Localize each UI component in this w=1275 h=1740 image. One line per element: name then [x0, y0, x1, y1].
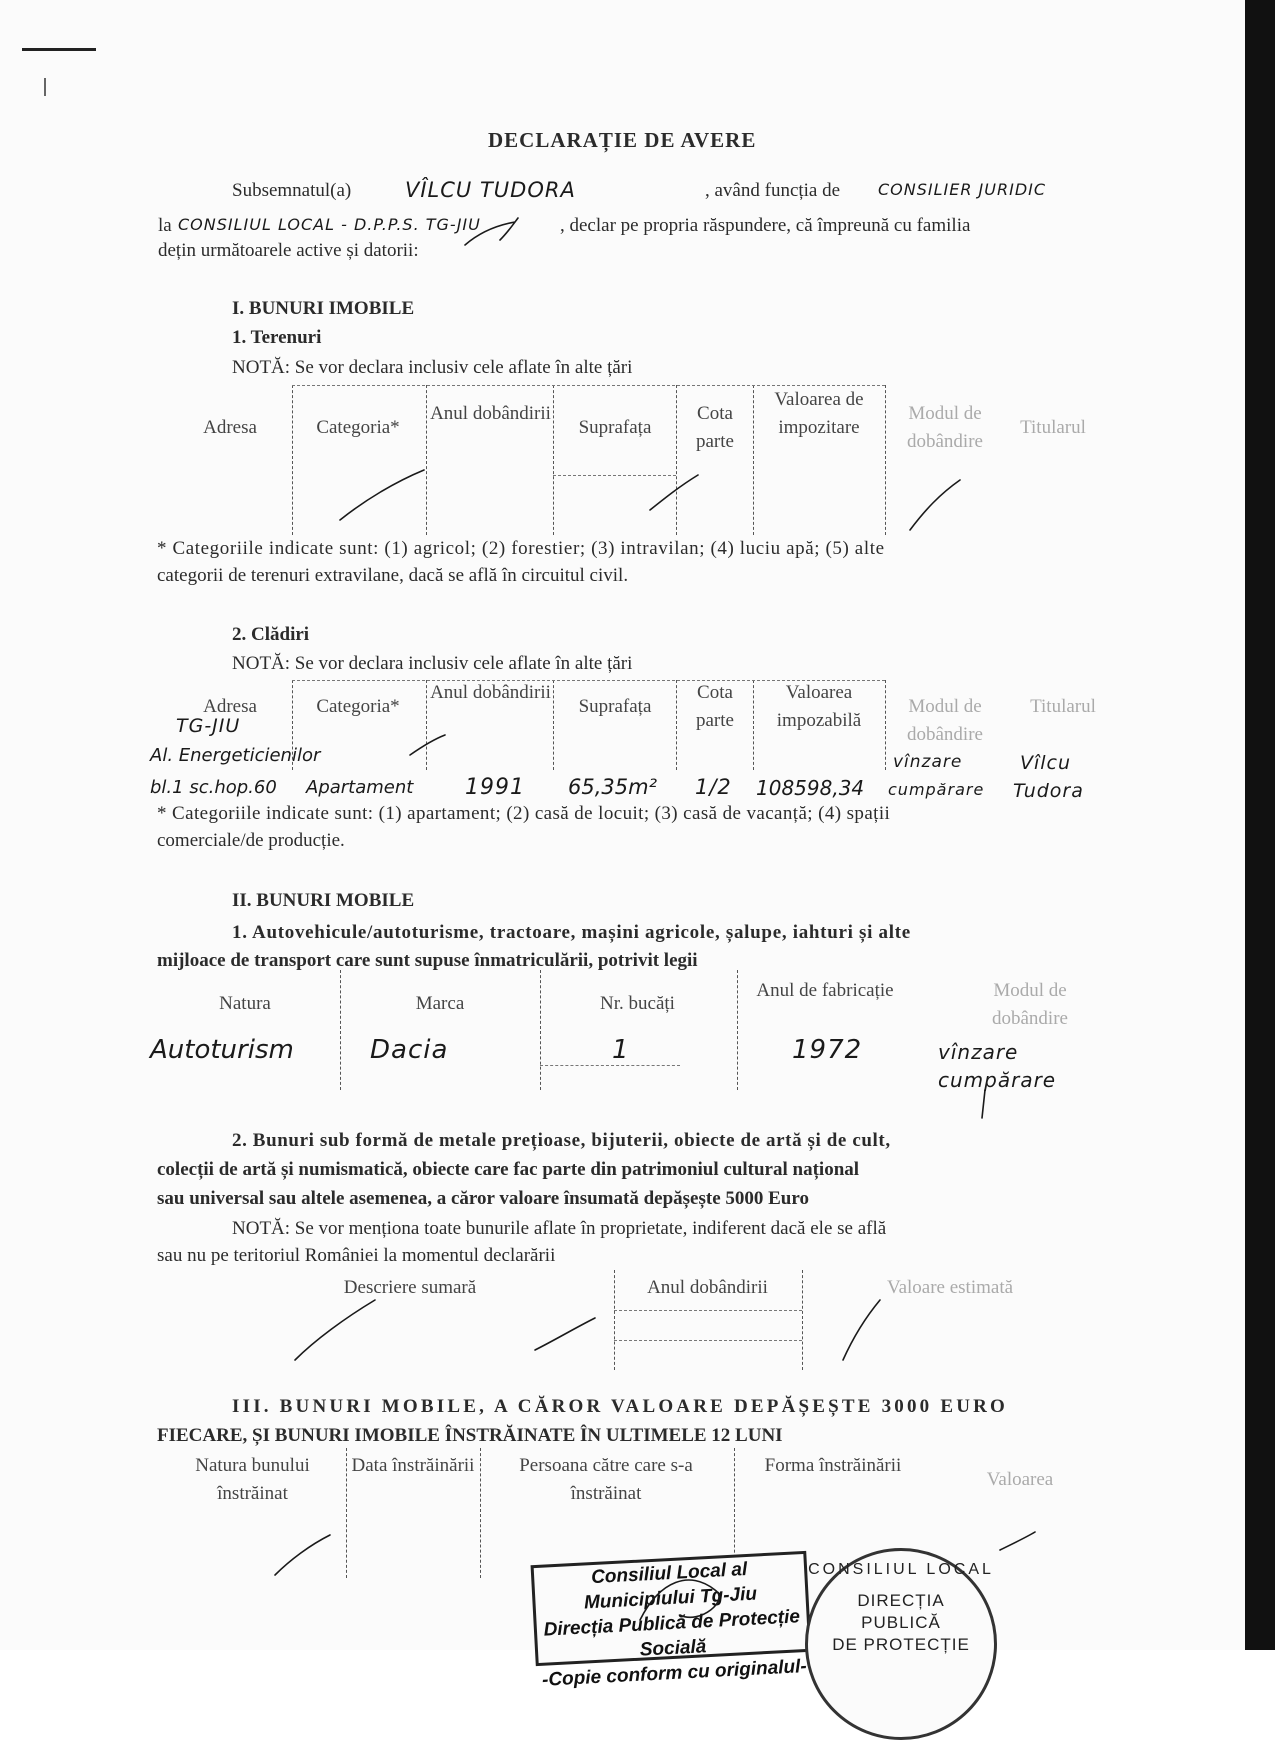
- valuables-cell-rule: [614, 1310, 802, 1311]
- cladiri-mode-value: vînzare: [893, 752, 963, 772]
- vehicle-nature-value: Autoturism: [150, 1035, 294, 1065]
- vehicles-col-year: Anul de fabricație: [756, 980, 894, 1001]
- alienated-col-value: Valoarea: [986, 1469, 1054, 1490]
- cladiri-address-city: TG-JIU: [176, 715, 241, 737]
- vehicle-mode-value: cumpărare: [938, 1068, 1057, 1092]
- cladiri-owner-value: Vîlcu: [1020, 752, 1072, 774]
- copy-stamp-text: Consiliul Local al Municipiului Tg-Jiu: [583, 1558, 758, 1614]
- page-title: DECLARAȚIE DE AVERE: [488, 128, 757, 152]
- cladiri-share-value: 1/2: [695, 775, 732, 799]
- cladiri-col-owner: Titularul: [1030, 696, 1096, 717]
- alienated-divider: [480, 1448, 481, 1578]
- cladiri-divider: [676, 680, 677, 770]
- terenuri-col-value: Valoarea de impozitare: [774, 389, 864, 438]
- terenuri-col-category: Categoria*: [316, 417, 400, 438]
- terenuri-divider: [676, 385, 677, 535]
- terenuri-col-owner: Titularul: [1020, 417, 1086, 438]
- section-3-heading: III. BUNURI MOBILE, A CĂROR VALOARE DEPĂȘEȘTE 3000 EURO: [232, 1396, 1009, 1417]
- section-3-heading: FIECARE, ȘI BUNURI IMOBILE ÎNSTRĂINATE ÎN ULTIMELE 12 LUNI: [157, 1425, 783, 1446]
- cladiri-col-share: Cota parte: [696, 682, 734, 731]
- valuables-heading: 2. Bunuri sub formă de metale prețioase, bijuterii, obiecte de artă și de cult,: [232, 1130, 891, 1151]
- cladiri-footnote: * Categoriile indicate sunt: (1) apartament; (2) casă de locuit; (3) casă de vacanță; (4) spații: [157, 803, 891, 824]
- cladiri-year-value: 1991: [465, 775, 525, 800]
- alienated-col-form: Forma înstrăinării: [764, 1455, 902, 1476]
- terenuri-col-mode: Modul de dobândire: [907, 403, 983, 452]
- terenuri-divider: [426, 385, 427, 535]
- vehicles-col-count: Nr. bucăți: [600, 993, 675, 1014]
- copy-stamp: [531, 1551, 812, 1691]
- cladiri-divider: [753, 680, 754, 770]
- copy-stamp-text: Direcția Publică de Protecție Socială: [543, 1606, 801, 1661]
- terenuri-divider: [753, 385, 754, 535]
- cladiri-note: NOTĂ: Se vor declara inclusiv cele aflate în alte țări: [232, 653, 633, 674]
- intro-assets-line: dețin următoarele active și datorii:: [158, 240, 419, 261]
- cladiri-col-address: Adresa: [203, 696, 257, 717]
- scan-edge: [1245, 0, 1275, 1650]
- vehicles-heading: 1. Autovehicule/autoturisme, tractoare, mașini agricole, șalupe, iahturi și alte: [232, 922, 911, 943]
- cladiri-divider: [553, 680, 554, 770]
- terenuri-col-year: Anul dobândirii: [430, 403, 551, 424]
- intro-label: Subsemnatul(a): [232, 180, 352, 201]
- valuables-col-year: Anul dobândirii: [647, 1277, 768, 1298]
- terenuri-col-address: Adresa: [203, 417, 257, 438]
- intro-declaration: , declar pe propria răspundere, că împreună cu familia: [560, 215, 971, 236]
- cladiri-footnote: comerciale/de producție.: [157, 830, 345, 851]
- vehicles-heading: mijloace de transport care sunt supuse înmatriculării, potrivit legii: [157, 950, 698, 971]
- section-2-heading: II. BUNURI MOBILE: [232, 890, 415, 911]
- terenuri-footnote: * Categoriile indicate sunt: (1) agricol; (2) forestier; (3) intravilan; (4) luciu apă; (5) alte: [157, 538, 885, 559]
- cladiri-col-mode: Modul de dobândire: [907, 696, 983, 745]
- round-seal-text: DE PROTECȚIE: [832, 1635, 970, 1654]
- name-handwritten: VÎLCU TUDORA: [405, 178, 576, 202]
- valuables-heading: colecții de artă și numismatică, obiecte care fac parte din patrimoniul cultural național: [157, 1159, 860, 1180]
- cladiri-value-value: 108598,34: [756, 776, 865, 800]
- terenuri-col-share: Cota parte: [696, 403, 734, 452]
- vehicles-col-nature: Natura: [219, 993, 271, 1014]
- terenuri-divider: [553, 385, 554, 535]
- terenuri-col-area: Suprafața: [578, 417, 652, 438]
- valuables-divider: [802, 1270, 803, 1370]
- round-seal: [805, 1548, 997, 1740]
- terenuri-footnote: categorii de terenuri extravilane, dacă se află în circuitul civil.: [157, 565, 629, 586]
- valuables-cell-rule: [614, 1340, 802, 1341]
- scan-mark: [22, 48, 96, 51]
- valuables-divider: [614, 1270, 615, 1370]
- cladiri-col-area: Suprafața: [578, 696, 652, 717]
- terenuri-heading: 1. Terenuri: [232, 327, 322, 348]
- cladiri-top-rule: [292, 680, 885, 681]
- vehicles-col-brand: Marca: [415, 993, 465, 1014]
- valuables-col-description: Descriere sumară: [343, 1277, 477, 1298]
- cladiri-col-category: Categoria*: [316, 696, 400, 717]
- round-seal-ring-text: CONSILIUL LOCAL: [808, 1561, 994, 1578]
- alienated-divider: [346, 1448, 347, 1578]
- cladiri-divider: [885, 680, 886, 770]
- vehicle-brand-value: Dacia: [370, 1035, 449, 1065]
- alienated-col-nature: Natura bunului înstrăinat: [195, 1455, 310, 1504]
- cladiri-heading: 2. Clădiri: [232, 624, 310, 645]
- valuables-note: NOTĂ: Se vor menționa toate bunurile aflate în proprietate, indiferent dacă ele se află: [232, 1218, 887, 1239]
- round-seal-text: DIRECȚIA: [857, 1591, 945, 1610]
- valuables-note: sau nu pe teritoriul României la momentul declarării: [157, 1245, 556, 1266]
- intro-function-label: , având funcția de: [705, 180, 841, 201]
- copy-stamp-text: -Copie conform cu originalul-: [541, 1655, 808, 1691]
- cladiri-col-year: Anul dobândirii: [430, 682, 551, 703]
- cladiri-owner-value: Tudora: [1013, 780, 1084, 802]
- terenuri-divider: [292, 385, 293, 535]
- terenuri-note: NOTĂ: Se vor declara inclusiv cele aflate în alte țări: [232, 357, 633, 378]
- valuables-col-value: Valoare estimată: [886, 1277, 1014, 1298]
- terenuri-divider: [885, 385, 886, 535]
- alienated-col-date: Data înstrăinării: [351, 1455, 475, 1476]
- vehicles-cell-rule: [540, 1065, 680, 1066]
- vehicle-mode-value: vînzare: [938, 1040, 1019, 1064]
- vehicles-divider: [540, 970, 541, 1090]
- terenuri-top-rule: [292, 385, 885, 386]
- cladiri-mode-value: cumpărare: [888, 780, 985, 799]
- scan-tick: [44, 78, 46, 96]
- cladiri-address-street: Al. Energeticienilor: [150, 745, 321, 766]
- cladiri-col-value: Valoarea impozabilă: [776, 682, 862, 731]
- intro-at-label: la: [158, 215, 172, 236]
- function-handwritten: CONSILIER JURIDIC: [878, 180, 1047, 199]
- alienated-col-person: Persoana către care s-a înstrăinat: [519, 1455, 693, 1504]
- vehicles-divider: [340, 970, 341, 1090]
- round-seal-text: PUBLICĂ: [861, 1613, 941, 1632]
- section-1-heading: I. BUNURI IMOBILE: [232, 298, 415, 319]
- cladiri-address-block: bl.1 sc.hop.60: [150, 777, 277, 798]
- vehicle-year-value: 1972: [792, 1035, 863, 1065]
- cladiri-area-value: 65,35m²: [568, 775, 657, 799]
- vehicles-col-mode: Modul de dobândire: [992, 980, 1068, 1029]
- vehicles-divider: [737, 970, 738, 1090]
- terenuri-cell-rule: [553, 475, 676, 476]
- cladiri-divider: [426, 680, 427, 770]
- valuables-heading: sau universal sau altele asemenea, a căror valoare însumată depășește 5000 Euro: [157, 1188, 809, 1209]
- institution-handwritten: CONSILIUL LOCAL - D.P.P.S. TG-JIU: [178, 215, 481, 234]
- vehicle-count-value: 1: [612, 1035, 630, 1065]
- cladiri-category-value: Apartament: [306, 777, 414, 798]
